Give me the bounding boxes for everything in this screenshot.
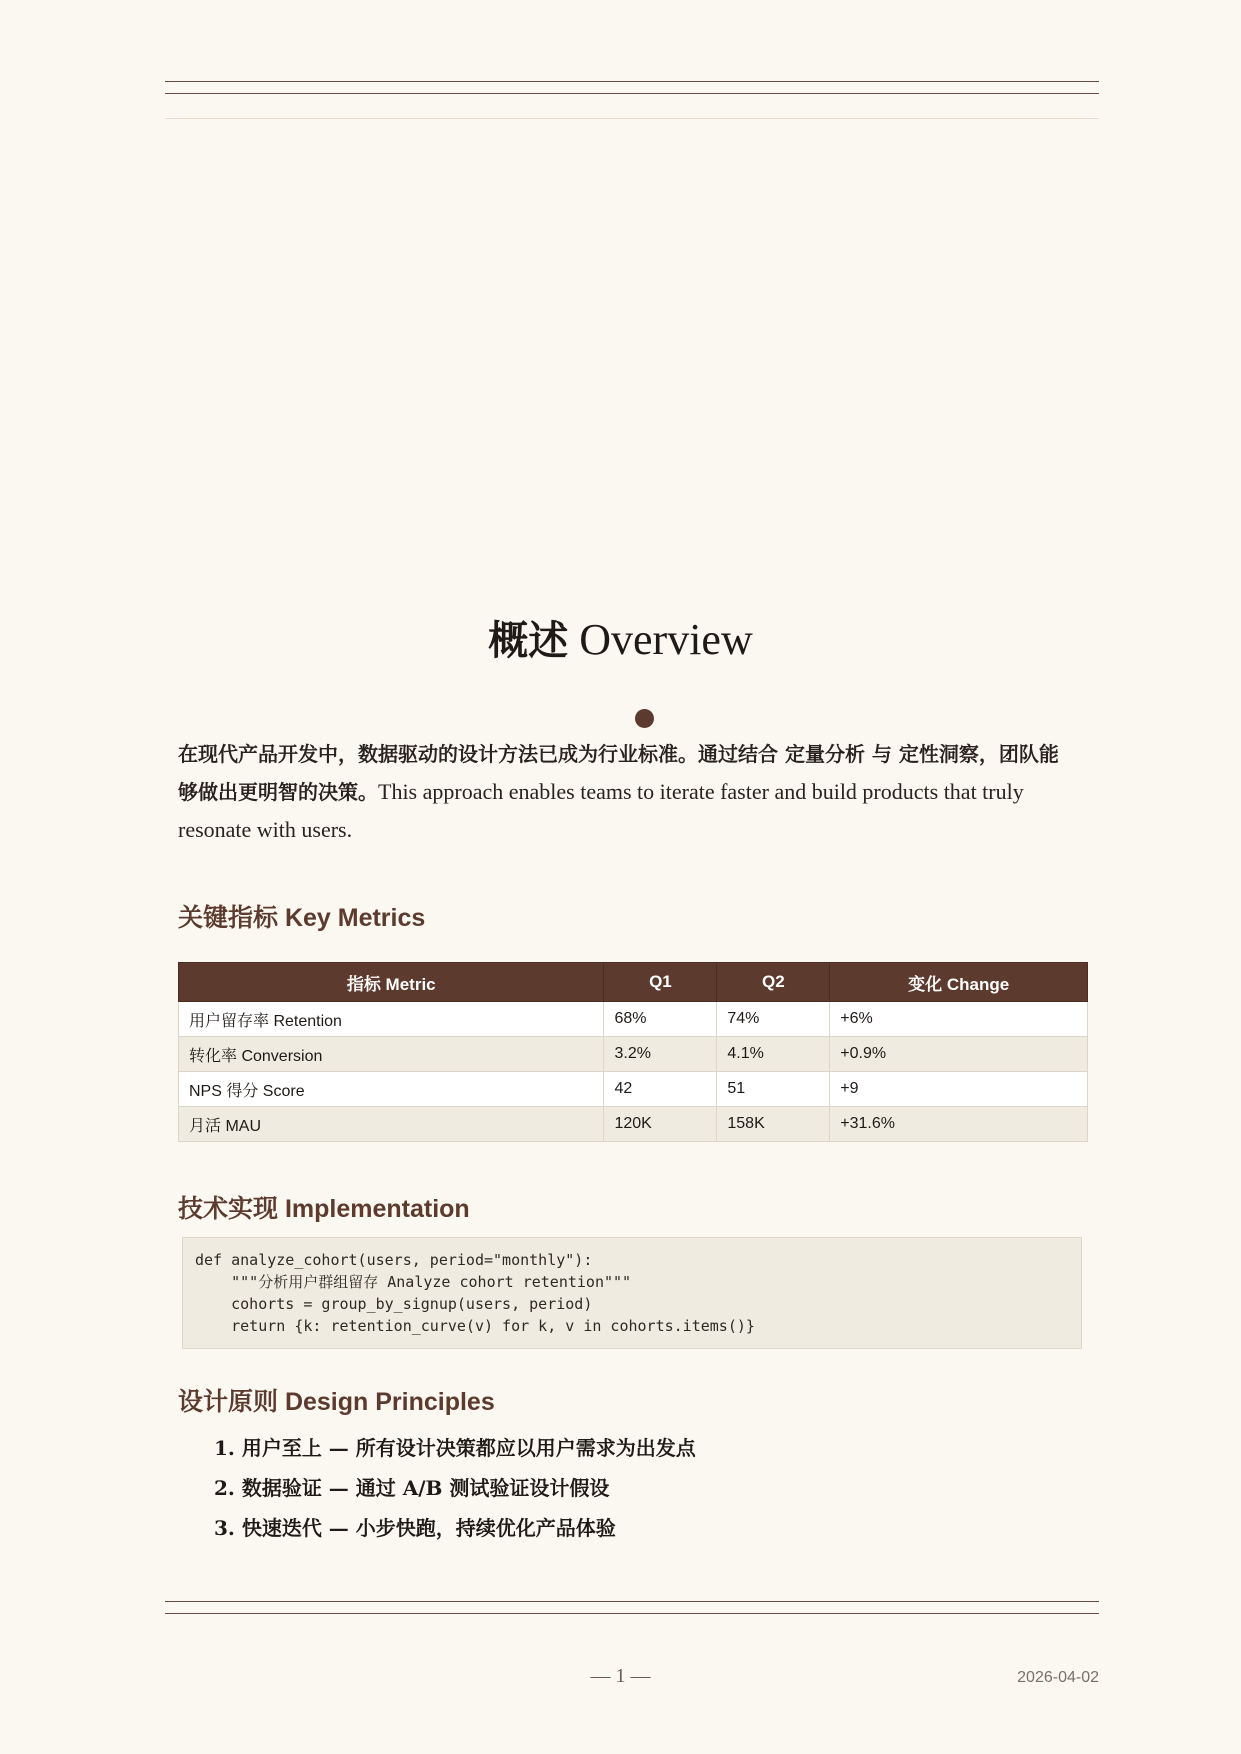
metrics-heading: 关键指标 Key Metrics [178,904,426,932]
list-item: 1. 用户至上 — 所有设计决策都应以用户需求为出发点 [214,1436,696,1460]
intro-strong: 在现代产品开发中，数据驱动的设计方法已成为行业标准。通过结合 定量分析 与 定性洞察，团队能够做出更明智的决策。 [178,742,1059,804]
list-item: 3. 快速迭代 — 小步快跑，持续优化产品体验 [214,1516,616,1540]
metrics-table [178,962,1088,1142]
cell-metric: 转化率 Conversion [179,1037,604,1072]
header-metric: 指标 Metric [179,963,604,1002]
implementation-heading: 技术实现 Implementation [178,1195,470,1223]
ornament-dot [635,709,654,728]
code-line: def analyze_cohort(users, period="monthly"): [195,1251,593,1269]
table-row [179,1037,1088,1072]
table-row [179,1002,1088,1037]
code-line: return {k: retention_curve(v) for k, v in cohorts.items()} [195,1317,755,1335]
cell-q1: 3.2% [604,1037,717,1072]
overview-title-en: Overview [579,615,753,664]
code-line: cohorts = group_by_signup(users, period) [195,1295,593,1313]
cell-q1: 120K [604,1107,717,1142]
cell-metric: NPS 得分 Score [179,1072,604,1107]
cell-q2: 158K [717,1107,830,1142]
cell-change: +6% [830,1002,1088,1037]
top-rule-3 [165,118,1099,119]
top-rule-1 [165,81,1099,82]
principles-heading: 设计原则 Design Principles [178,1388,495,1416]
list-item: 2. 数据验证 — 通过 A/B 测试验证设计假设 [214,1476,610,1500]
header-q2: Q2 [717,963,830,1002]
cell-metric: 用户留存率 Retention [179,1002,604,1037]
code-block [182,1237,1082,1349]
intro-paragraph [178,735,1078,849]
bottom-rule-2 [165,1613,1099,1614]
intro-rest: This approach enables teams to iterate faster and build products that truly resonate with users. [178,779,1024,842]
page-number: — 1 — [590,1665,651,1687]
header-q1: Q1 [604,963,717,1002]
cell-q2: 51 [717,1072,830,1107]
cell-q1: 42 [604,1072,717,1107]
code-line: """分析用户群组留存 Analyze cohort retention""" [195,1273,632,1291]
overview-title-zh: 概述 [488,617,569,664]
cell-q1: 68% [604,1002,717,1037]
overview-title [0,612,1241,669]
bottom-rule-1 [165,1601,1099,1602]
top-rule-2 [165,93,1099,94]
header-change: 变化 Change [830,963,1088,1002]
cell-q2: 4.1% [717,1037,830,1072]
metrics-header-row [179,963,1088,1002]
table-row [179,1107,1088,1142]
cell-metric: 月活 MAU [179,1107,604,1142]
cell-q2: 74% [717,1002,830,1037]
principles-list [214,1428,696,1548]
cell-change: +9 [830,1072,1088,1107]
footer-date: 2026-04-02 [1017,1669,1099,1686]
cell-change: +0.9% [830,1037,1088,1072]
table-row [179,1072,1088,1107]
cell-change: +31.6% [830,1107,1088,1142]
